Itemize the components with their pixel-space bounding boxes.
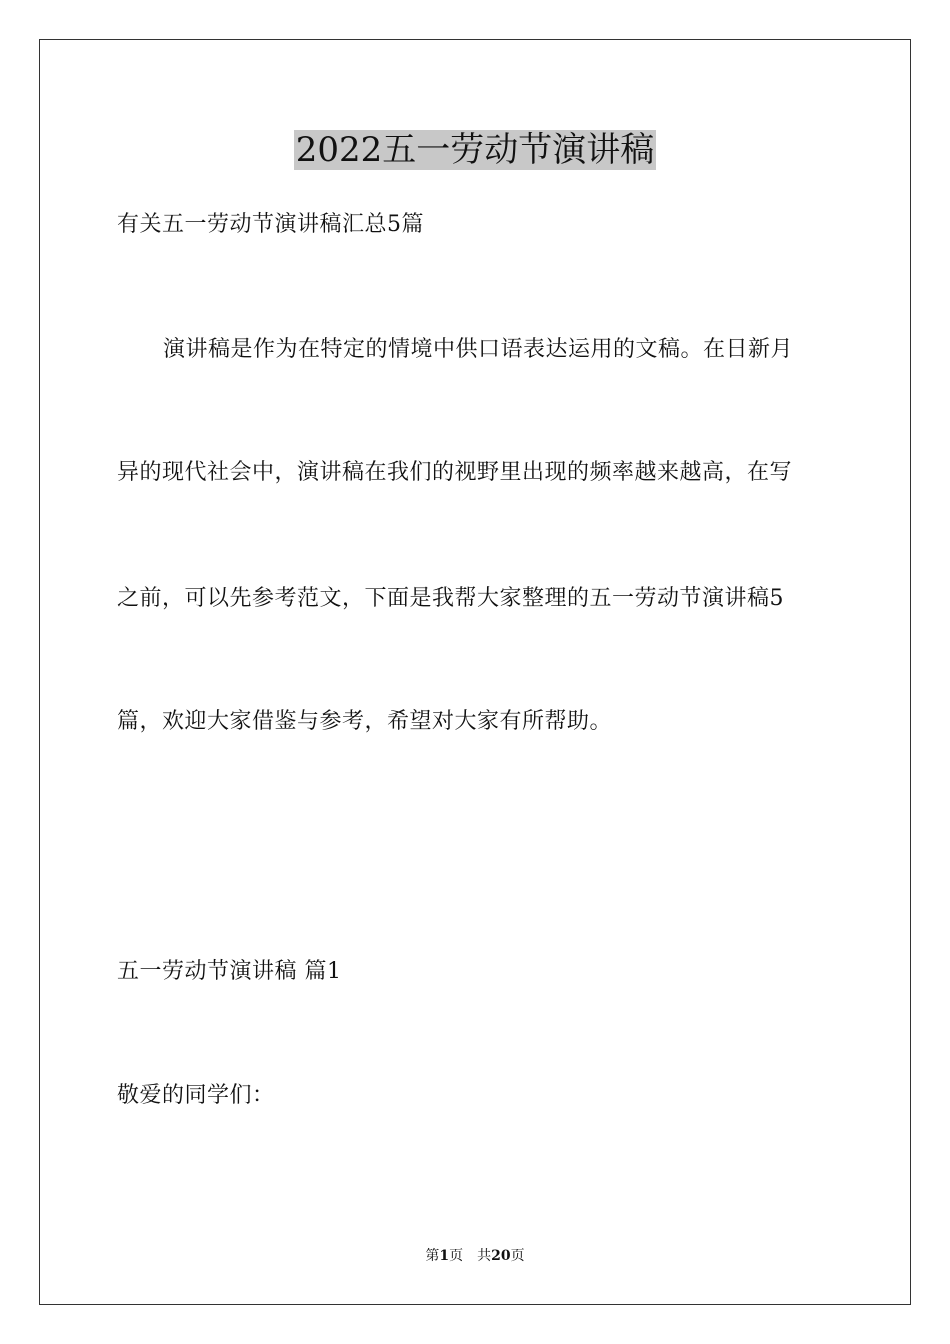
document-title-text: 2022五一劳动节演讲稿	[295, 130, 655, 170]
intro-line-4: 篇，欢迎大家借鉴与参考，希望对大家有所帮助。	[117, 709, 613, 734]
footer-total-suffix: 页	[510, 1248, 525, 1264]
intro-line-2: 异的现代社会中，演讲稿在我们的视野里出现的频率越来越高，在写	[117, 460, 793, 485]
footer-page-number: 1	[439, 1248, 450, 1264]
footer-total-pages: 20	[491, 1248, 511, 1264]
section-heading: 五一劳动节演讲稿 篇1	[117, 959, 342, 984]
footer-page-prefix: 第	[425, 1248, 440, 1264]
intro-line-1: 演讲稿是作为在特定的情境中供口语表达运用的文稿。在日新月	[163, 337, 794, 362]
document-title	[0, 128, 950, 172]
footer-total-prefix: 共	[477, 1248, 492, 1264]
document-subtitle: 有关五一劳动节演讲稿汇总5篇	[117, 212, 424, 237]
page-footer	[0, 1246, 950, 1266]
footer-page-suffix: 页	[449, 1248, 464, 1264]
salutation: 敬爱的同学们：	[117, 1083, 275, 1108]
intro-line-3: 之前，可以先参考范文，下面是我帮大家整理的五一劳动节演讲稿5	[117, 586, 784, 611]
